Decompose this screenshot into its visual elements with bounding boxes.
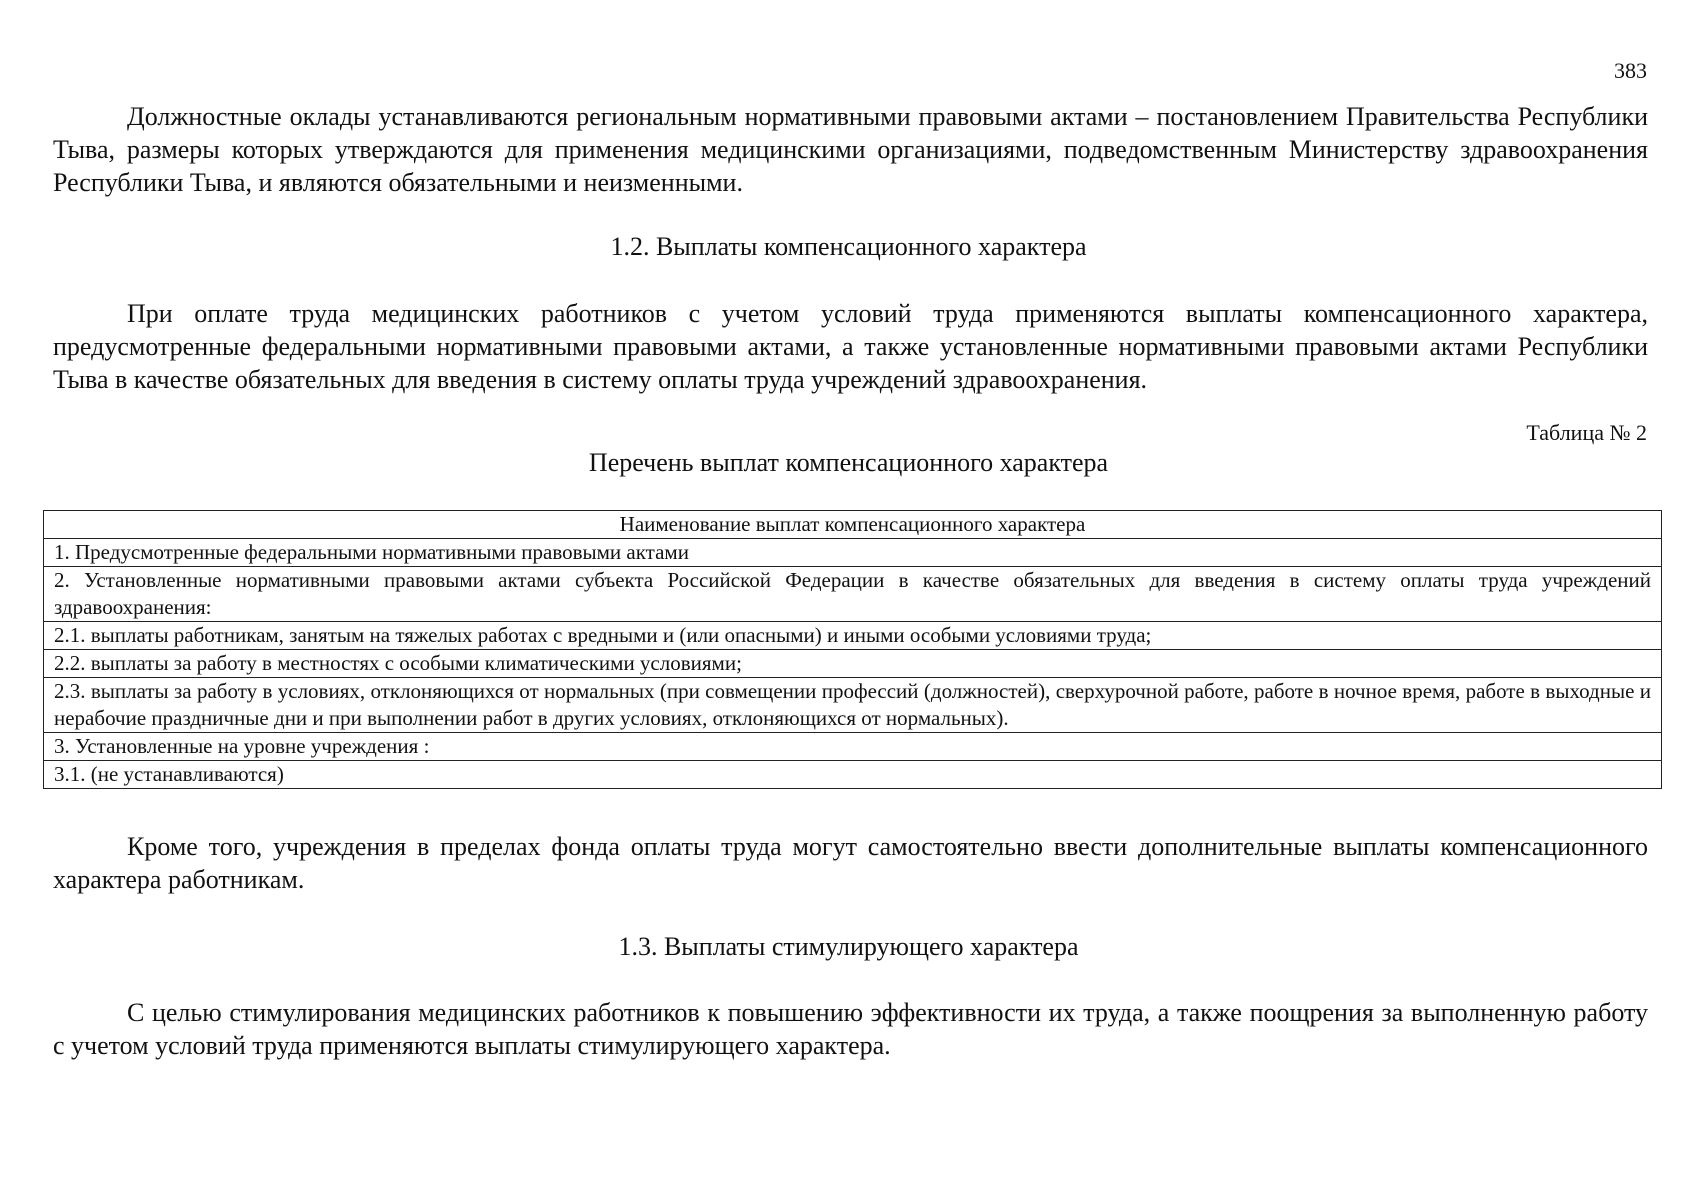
paragraph-additional-payments bbox=[53, 830, 1648, 896]
paragraph-compensation bbox=[53, 297, 1648, 396]
paragraph-text: Должностные оклады устанавливаются региональным нормативными правовыми актами – постановлением Правительства Республики Тыва, размеры которых утверждаются для применения медицинскими организациями, подведомственным Министерству здравоохранения Республики Тыва, и являются обязательными и неизменными. bbox=[53, 102, 1648, 197]
table-cell: 2.1. выплаты работникам, занятым на тяжелых работах с вредными и (или опасными) и иными особыми условиями труда; bbox=[44, 622, 1662, 650]
heading-incentive-payments: 1.3. Выплаты стимулирующего характера bbox=[618, 932, 1079, 961]
table-cell: 2.2. выплаты за работу в местностях с особыми климатическими условиями; bbox=[44, 650, 1662, 678]
table-row bbox=[44, 622, 1662, 650]
paragraph-incentive bbox=[53, 996, 1648, 1062]
table-row bbox=[44, 761, 1662, 789]
table-cell: 2. Установленные нормативными правовыми актами субъекта Российской Федерации в качестве обязательных для введения в систему оплаты труда учреждений здравоохранения: bbox=[44, 567, 1662, 622]
paragraph-text: При оплате труда медицинских работников с учетом условий труда применяются выплаты компенсационного характера, предусмотренные федеральными нормативными правовыми актами, а также установленные нормативными правовыми актами Республики Тыва в качестве обязательных для введения в систему оплаты труда учреждений здравоохранения. bbox=[53, 299, 1648, 394]
table-label: Таблица № 2 bbox=[1526, 420, 1647, 445]
paragraph-text: Кроме того, учреждения в пределах фонда оплаты труда могут самостоятельно ввести дополнительные выплаты компенсационного характера работникам. bbox=[53, 832, 1648, 894]
heading-compensation-payments: 1.2. Выплаты компенсационного характера bbox=[610, 232, 1087, 261]
table-cell: 3.1. (не устанавливаются) bbox=[44, 761, 1662, 789]
paragraph-text: С целью стимулирования медицинских работников к повышению эффективности их труда, а также поощрения за выполненную работу с учетом условий труда применяются выплаты стимулирующего характера. bbox=[53, 998, 1648, 1060]
table-cell: 2.3. выплаты за работу в условиях, отклоняющихся от нормальных (при совмещении профессий (должностей), сверхурочной работе, работе в ночное время, работе в выходные и нерабочие праздничные дни и при выполнении работ в других условиях, отклоняющихся от нормальных). bbox=[44, 678, 1662, 733]
paragraph-salaries bbox=[53, 100, 1648, 199]
table-header-cell: Наименование выплат компенсационного характера bbox=[44, 511, 1662, 539]
table-cell: 1. Предусмотренные федеральными нормативными правовыми актами bbox=[44, 539, 1662, 567]
page-number: 383 bbox=[1614, 58, 1647, 83]
table-row bbox=[44, 539, 1662, 567]
table-row bbox=[44, 678, 1662, 733]
table-cell: 3. Установленные на уровне учреждения : bbox=[44, 733, 1662, 761]
table-row bbox=[44, 733, 1662, 761]
table-row bbox=[44, 567, 1662, 622]
table-header-row bbox=[44, 511, 1662, 539]
table-title: Перечень выплат компенсационного характера bbox=[588, 448, 1109, 477]
compensation-table bbox=[43, 510, 1662, 789]
table-row bbox=[44, 650, 1662, 678]
